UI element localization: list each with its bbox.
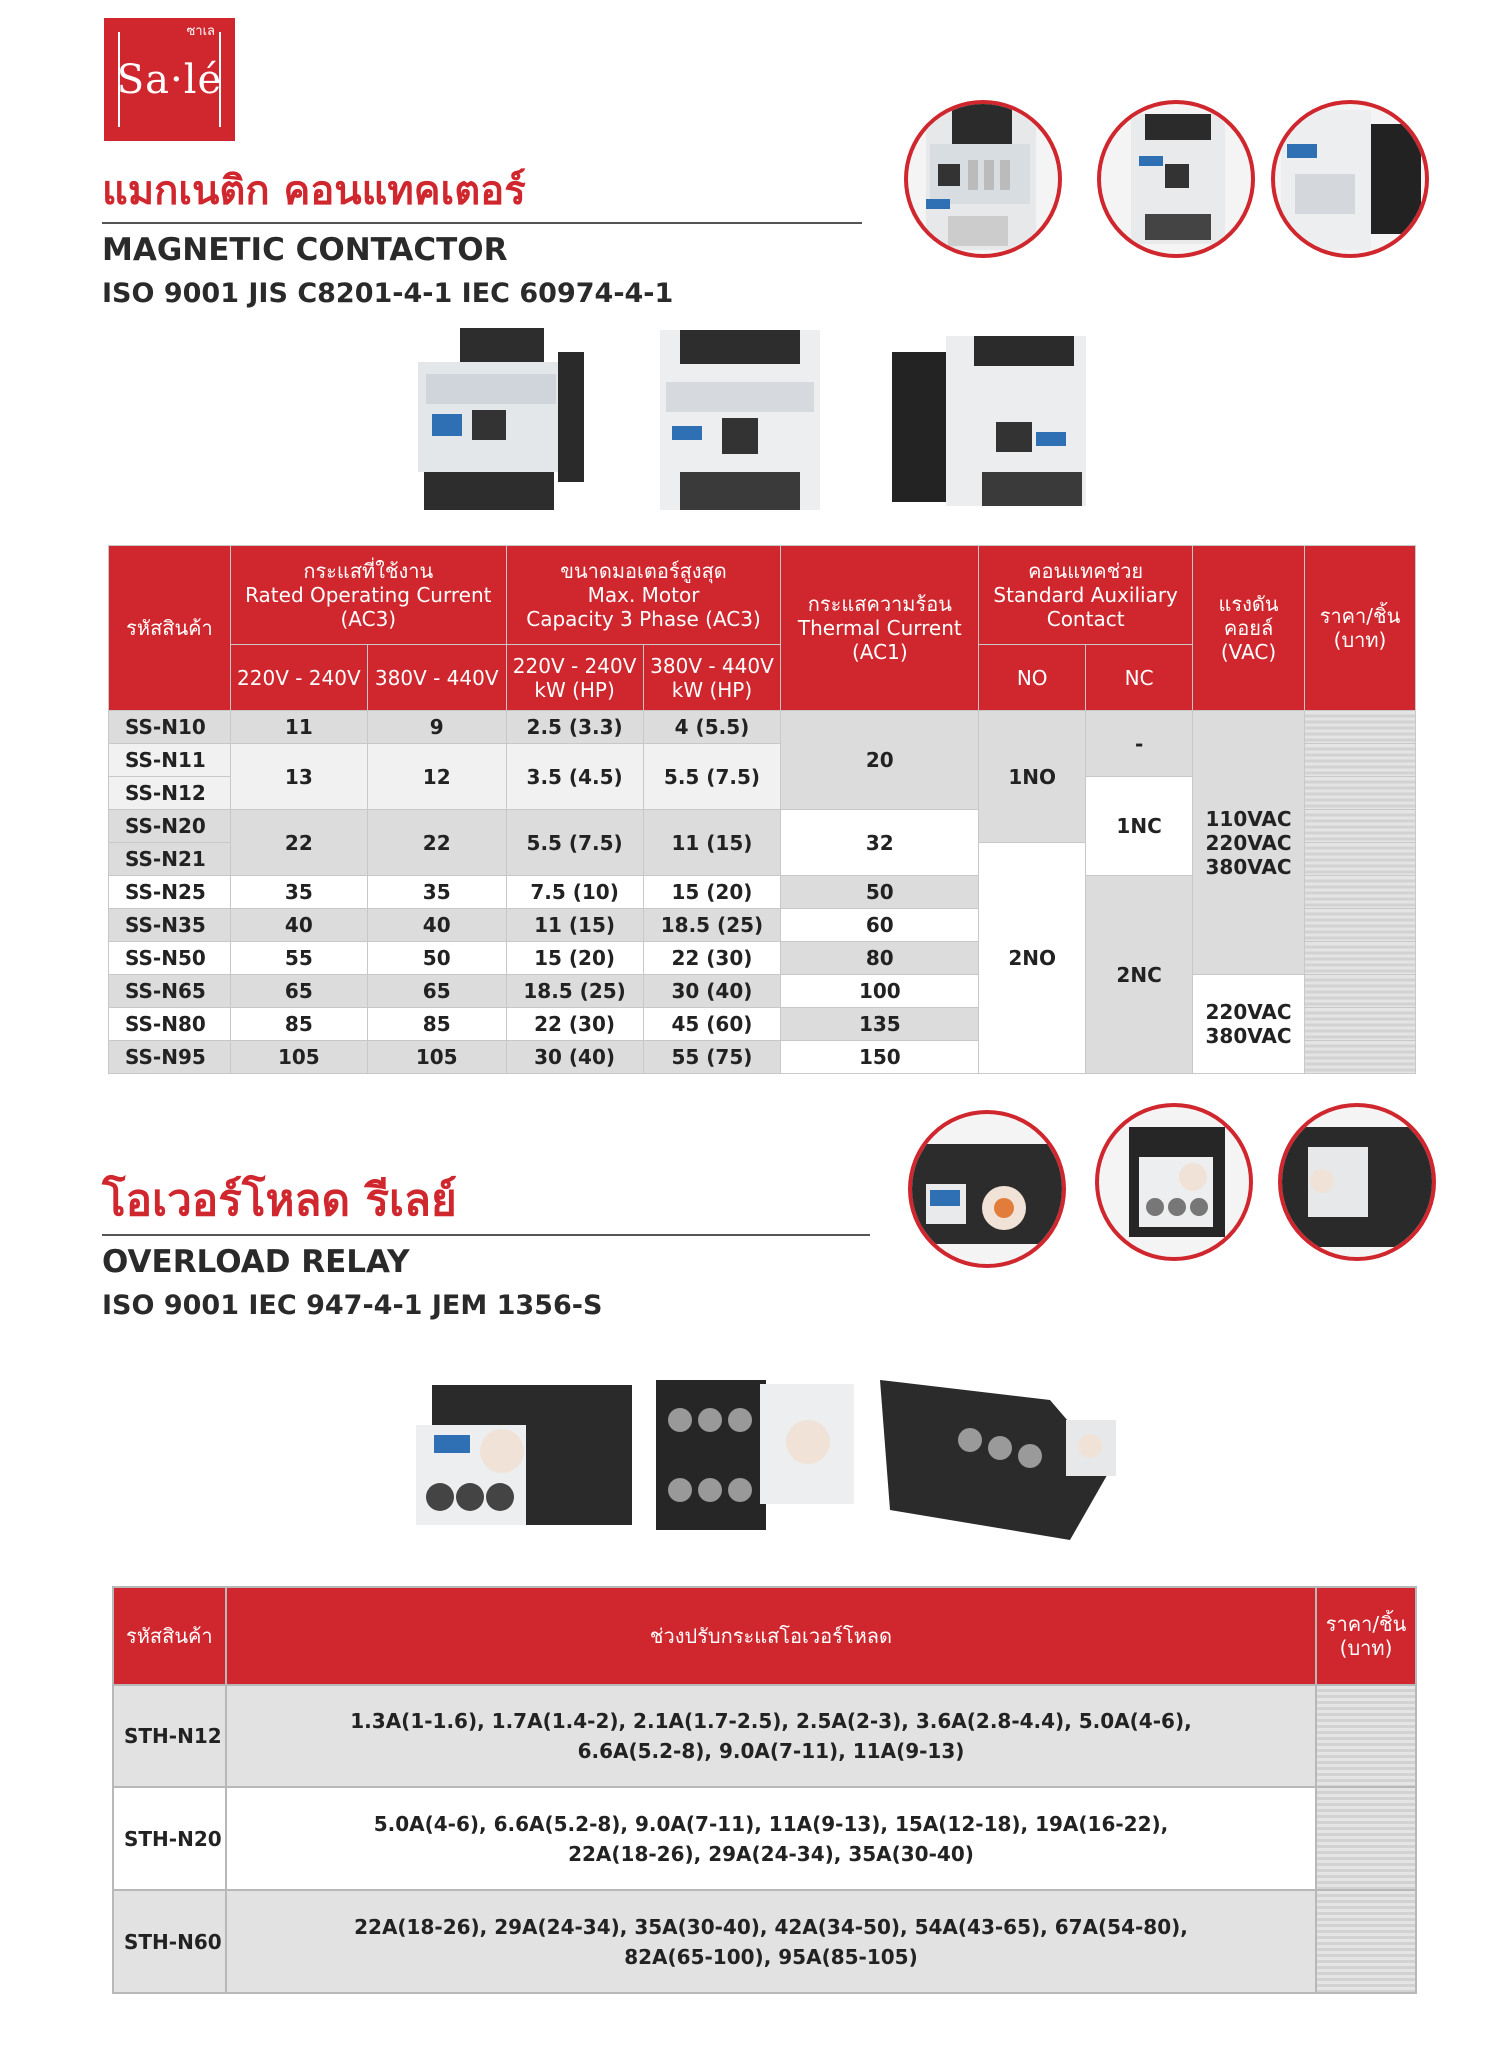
table-row: SS-N20 22 22 5.5 (7.5) 11 (15) 32 [109, 810, 1416, 843]
table-row: SS-N80 85 85 22 (30) 45 (60) 135 [109, 1008, 1416, 1041]
price-cell [1305, 1041, 1416, 1074]
header-price: ราคา/ชิ้น (บาท) [1305, 546, 1416, 711]
title-rule [102, 222, 862, 224]
contactor-title-en: MAGNETIC CONTACTOR [102, 232, 508, 268]
contactor-product-image-1 [410, 322, 590, 517]
header-rated-current: กระแสที่ใช้งาน Rated Operating Current (AC3) [230, 546, 506, 645]
relay-detail-photo-2 [1095, 1103, 1253, 1261]
header-motor-capacity: ขนาดมอเตอร์สูงสุด Max. Motor Capacity 3 Phase (AC3) [506, 546, 781, 645]
contactor-detail-photo-3 [1271, 100, 1429, 258]
overload-relay-table [112, 1586, 1417, 1994]
relay-title-th: โอเวอร์โหลด รีเลย์ [102, 1175, 457, 1226]
contactor-detail-photo-2 [1097, 100, 1255, 258]
table-row: SS-N21 2NO [109, 843, 1416, 876]
price-cell [1305, 876, 1416, 909]
subheader-v220: 220V - 240V [230, 645, 367, 711]
table-row: STH-N12 1.3A(1-1.6), 1.7A(1.4-2), 2.1A(1.7-2.5), 2.5A(2-3), 3.6A(2.8-4.4), 5.0A(4-6), 6.6A(5.2-8), 9.0A(7-11), 11A(9-13) [113, 1685, 1416, 1787]
table-row: SS-N95 105 105 30 (40) 55 (75) 150 [109, 1041, 1416, 1074]
table-row: SS-N12 1NC [109, 777, 1416, 810]
relay-product-image-3 [870, 1360, 1130, 1546]
header-current-range: ช่วงปรับกระแสโอเวอร์โหลด [226, 1587, 1316, 1685]
price-cell [1305, 744, 1416, 777]
coil-voltage-group-2: 220VAC 380VAC [1193, 975, 1305, 1074]
price-cell [1305, 942, 1416, 975]
header-coil-voltage: แรงดัน คอยล์ (VAC) [1193, 546, 1305, 711]
header-code: รหัสสินค้า [109, 546, 231, 711]
contactor-table [108, 545, 1416, 1074]
price-cell [1305, 711, 1416, 744]
contactor-title-th: แมกเนติก คอนแทคเตอร์ [102, 168, 526, 214]
price-cell [1316, 1787, 1416, 1890]
relay-product-image-1 [412, 1365, 638, 1533]
subheader-motor-380: 380V - 440V kW (HP) [643, 645, 781, 711]
coil-voltage-group-1: 110VAC 220VAC 380VAC [1193, 711, 1305, 975]
contactor-standards: ISO 9001 JIS C8201-4-1 IEC 60974-4-1 [102, 278, 674, 309]
price-cell [1316, 1890, 1416, 1993]
table-row: SS-N25 35 35 7.5 (10) 15 (20) 50 2NC [109, 876, 1416, 909]
table-row: STH-N20 5.0A(4-6), 6.6A(5.2-8), 9.0A(7-11), 11A(9-13), 15A(12-18), 19A(16-22), 22A(18-26), 29A(24-34), 35A(30-40) [113, 1787, 1416, 1890]
table-row: SS-N35 40 40 11 (15) 18.5 (25) 60 [109, 909, 1416, 942]
relay-product-image-2 [650, 1360, 858, 1540]
header-aux-contact: คอนแทคช่วย Standard Auxiliary Contact [979, 546, 1193, 645]
relay-standards: ISO 9001 IEC 947-4-1 JEM 1356-S [102, 1290, 603, 1321]
price-cell [1305, 777, 1416, 810]
subheader-motor-220: 220V - 240V kW (HP) [506, 645, 643, 711]
price-cell [1316, 1685, 1416, 1787]
price-cell [1305, 1008, 1416, 1041]
contactor-detail-photo-1 [904, 100, 1062, 258]
header-code: รหัสสินค้า [113, 1587, 226, 1685]
contactor-product-image-2 [652, 322, 828, 522]
subheader-v380: 380V - 440V [367, 645, 506, 711]
table-row: SS-N65 65 65 18.5 (25) 30 (40) 100 220VAC 380VAC [109, 975, 1416, 1008]
table-row: SS-N50 55 50 15 (20) 22 (30) 80 [109, 942, 1416, 975]
subheader-nc: NC [1086, 645, 1193, 711]
relay-title-en: OVERLOAD RELAY [102, 1244, 410, 1280]
header-thermal-current: กระแสความร้อน Thermal Current (AC1) [781, 546, 979, 711]
contactor-product-image-3 [886, 322, 1094, 517]
price-cell [1305, 810, 1416, 843]
price-cell [1305, 975, 1416, 1008]
table-row: SS-N11 13 12 3.5 (4.5) 5.5 (7.5) [109, 744, 1416, 777]
relay-detail-photo-3 [1278, 1103, 1436, 1261]
title-rule [102, 1234, 870, 1236]
subheader-no: NO [979, 645, 1086, 711]
relay-detail-photo-1 [908, 1110, 1066, 1268]
table-row: STH-N60 22A(18-26), 29A(24-34), 35A(30-40), 42A(34-50), 54A(43-65), 67A(54-80), 82A(65-100), 95A(85-105) [113, 1890, 1416, 1993]
brand-logo: ซาเล Sa·lé [104, 18, 235, 141]
header-price: ราคา/ชิ้น (บาท) [1316, 1587, 1416, 1685]
price-cell [1305, 843, 1416, 876]
table-row: SS-N10 11 9 2.5 (3.3) 4 (5.5) 20 1NO - 110VAC 220VAC 380VAC [109, 711, 1416, 744]
price-cell [1305, 909, 1416, 942]
